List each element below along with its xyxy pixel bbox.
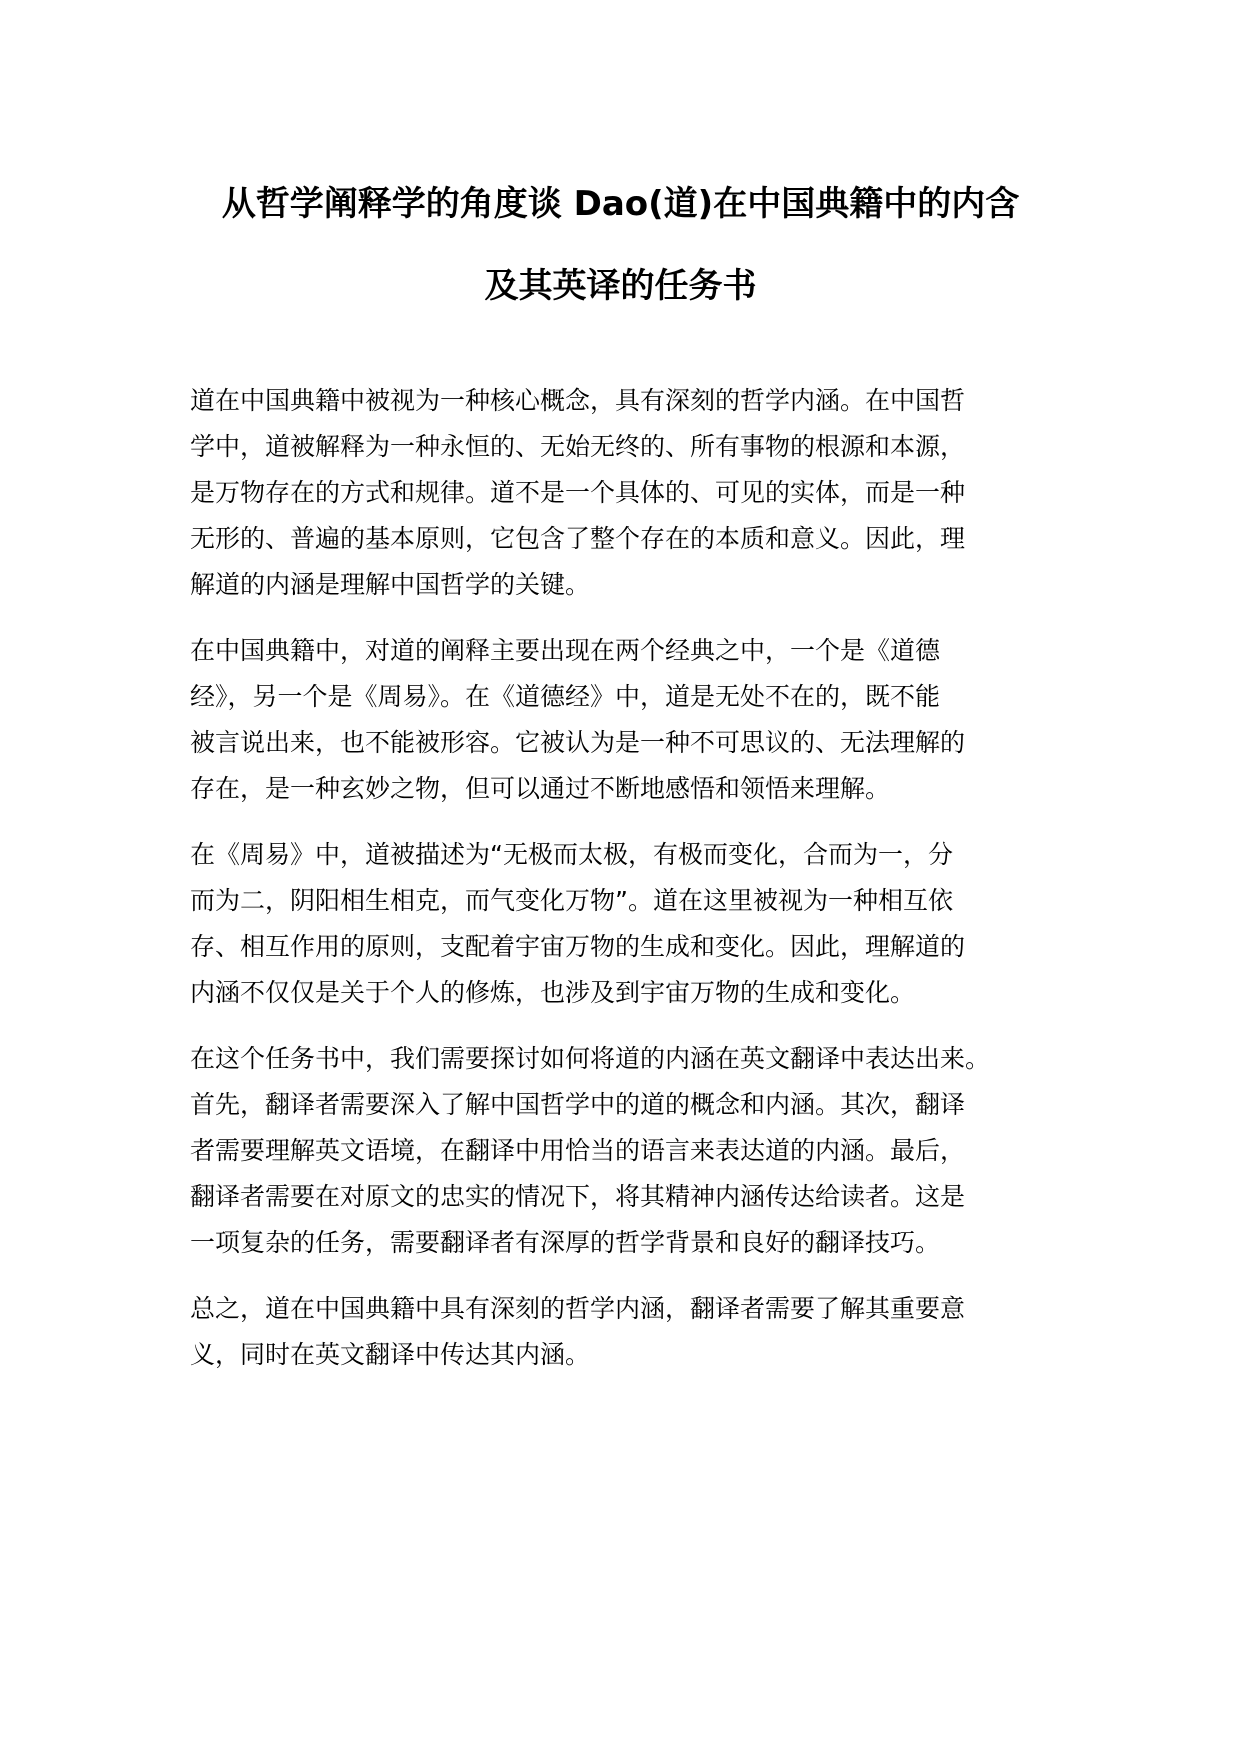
document-title-line-2: 及其英译的任务书 (484, 266, 757, 306)
paragraph-line: 在《周易》中，道被描述为“无极而太极，有极而变化，合而为一，分 (190, 840, 953, 869)
paragraph-line: 道在中国典籍中被视为一种核心概念，具有深刻的哲学内涵。在中国哲 (190, 386, 966, 415)
document-title-line-1: 从哲学阐释学的角度谈 Dao(道)在中国典籍中的内含 (221, 184, 1020, 224)
paragraph-line: 总之，道在中国典籍中具有深刻的哲学内涵，翻译者需要了解其重要意 (190, 1294, 966, 1323)
paragraph-line: 存在，是一种玄妙之物，但可以通过不断地感悟和领悟来理解。 (190, 774, 891, 803)
paragraph-line: 内涵不仅仅是关于个人的修炼，也涉及到宇宙万物的生成和变化。 (190, 978, 916, 1007)
paragraph-line: 被言说出来，也不能被形容。它被认为是一种不可思议的、无法理解的 (190, 728, 966, 757)
paragraph-line: 首先，翻译者需要深入了解中国哲学中的道的概念和内涵。其次，翻译 (190, 1090, 966, 1119)
paragraph-line: 一项复杂的任务，需要翻译者有深厚的哲学背景和良好的翻译技巧。 (190, 1228, 941, 1257)
paragraph-line: 翻译者需要在对原文的忠实的情况下，将其精神内涵传达给读者。这是 (190, 1182, 966, 1211)
paragraph-2 (190, 628, 1072, 812)
paragraph-line: 在中国典籍中，对道的阐释主要出现在两个经典之中，一个是《道德 (190, 636, 941, 665)
paragraph-line: 是万物存在的方式和规律。道不是一个具体的、可见的实体，而是一种 (190, 478, 966, 507)
paragraph-line: 学中，道被解释为一种永恒的、无始无终的、所有事物的根源和本源， (190, 432, 966, 461)
document-body (190, 378, 1072, 1398)
paragraph-5 (190, 1286, 1072, 1378)
paragraph-line: 经》，另一个是《周易》。在《道德经》中，道是无处不在的，既不能 (190, 682, 941, 711)
paragraph-line: 在这个任务书中，我们需要探讨如何将道的内涵在英文翻译中表达出来。 (190, 1044, 991, 1073)
paragraph-4 (190, 1036, 1072, 1266)
paragraph-line: 解道的内涵是理解中国哲学的关键。 (190, 570, 591, 599)
paragraph-line: 者需要理解英文语境，在翻译中用恰当的语言来表达道的内涵。最后， (190, 1136, 966, 1165)
paragraph-1 (190, 378, 1072, 608)
paragraph-line: 义，同时在英文翻译中传达其内涵。 (190, 1340, 591, 1369)
paragraph-3 (190, 832, 1072, 1016)
paragraph-line: 而为二，阴阳相生相克，而气变化万物”。道在这里被视为一种相互依 (190, 886, 953, 915)
paragraph-line: 无形的、普遍的基本原则，它包含了整个存在的本质和意义。因此，理 (190, 524, 966, 553)
paragraph-line: 存、相互作用的原则，支配着宇宙万物的生成和变化。因此，理解道的 (190, 932, 966, 961)
